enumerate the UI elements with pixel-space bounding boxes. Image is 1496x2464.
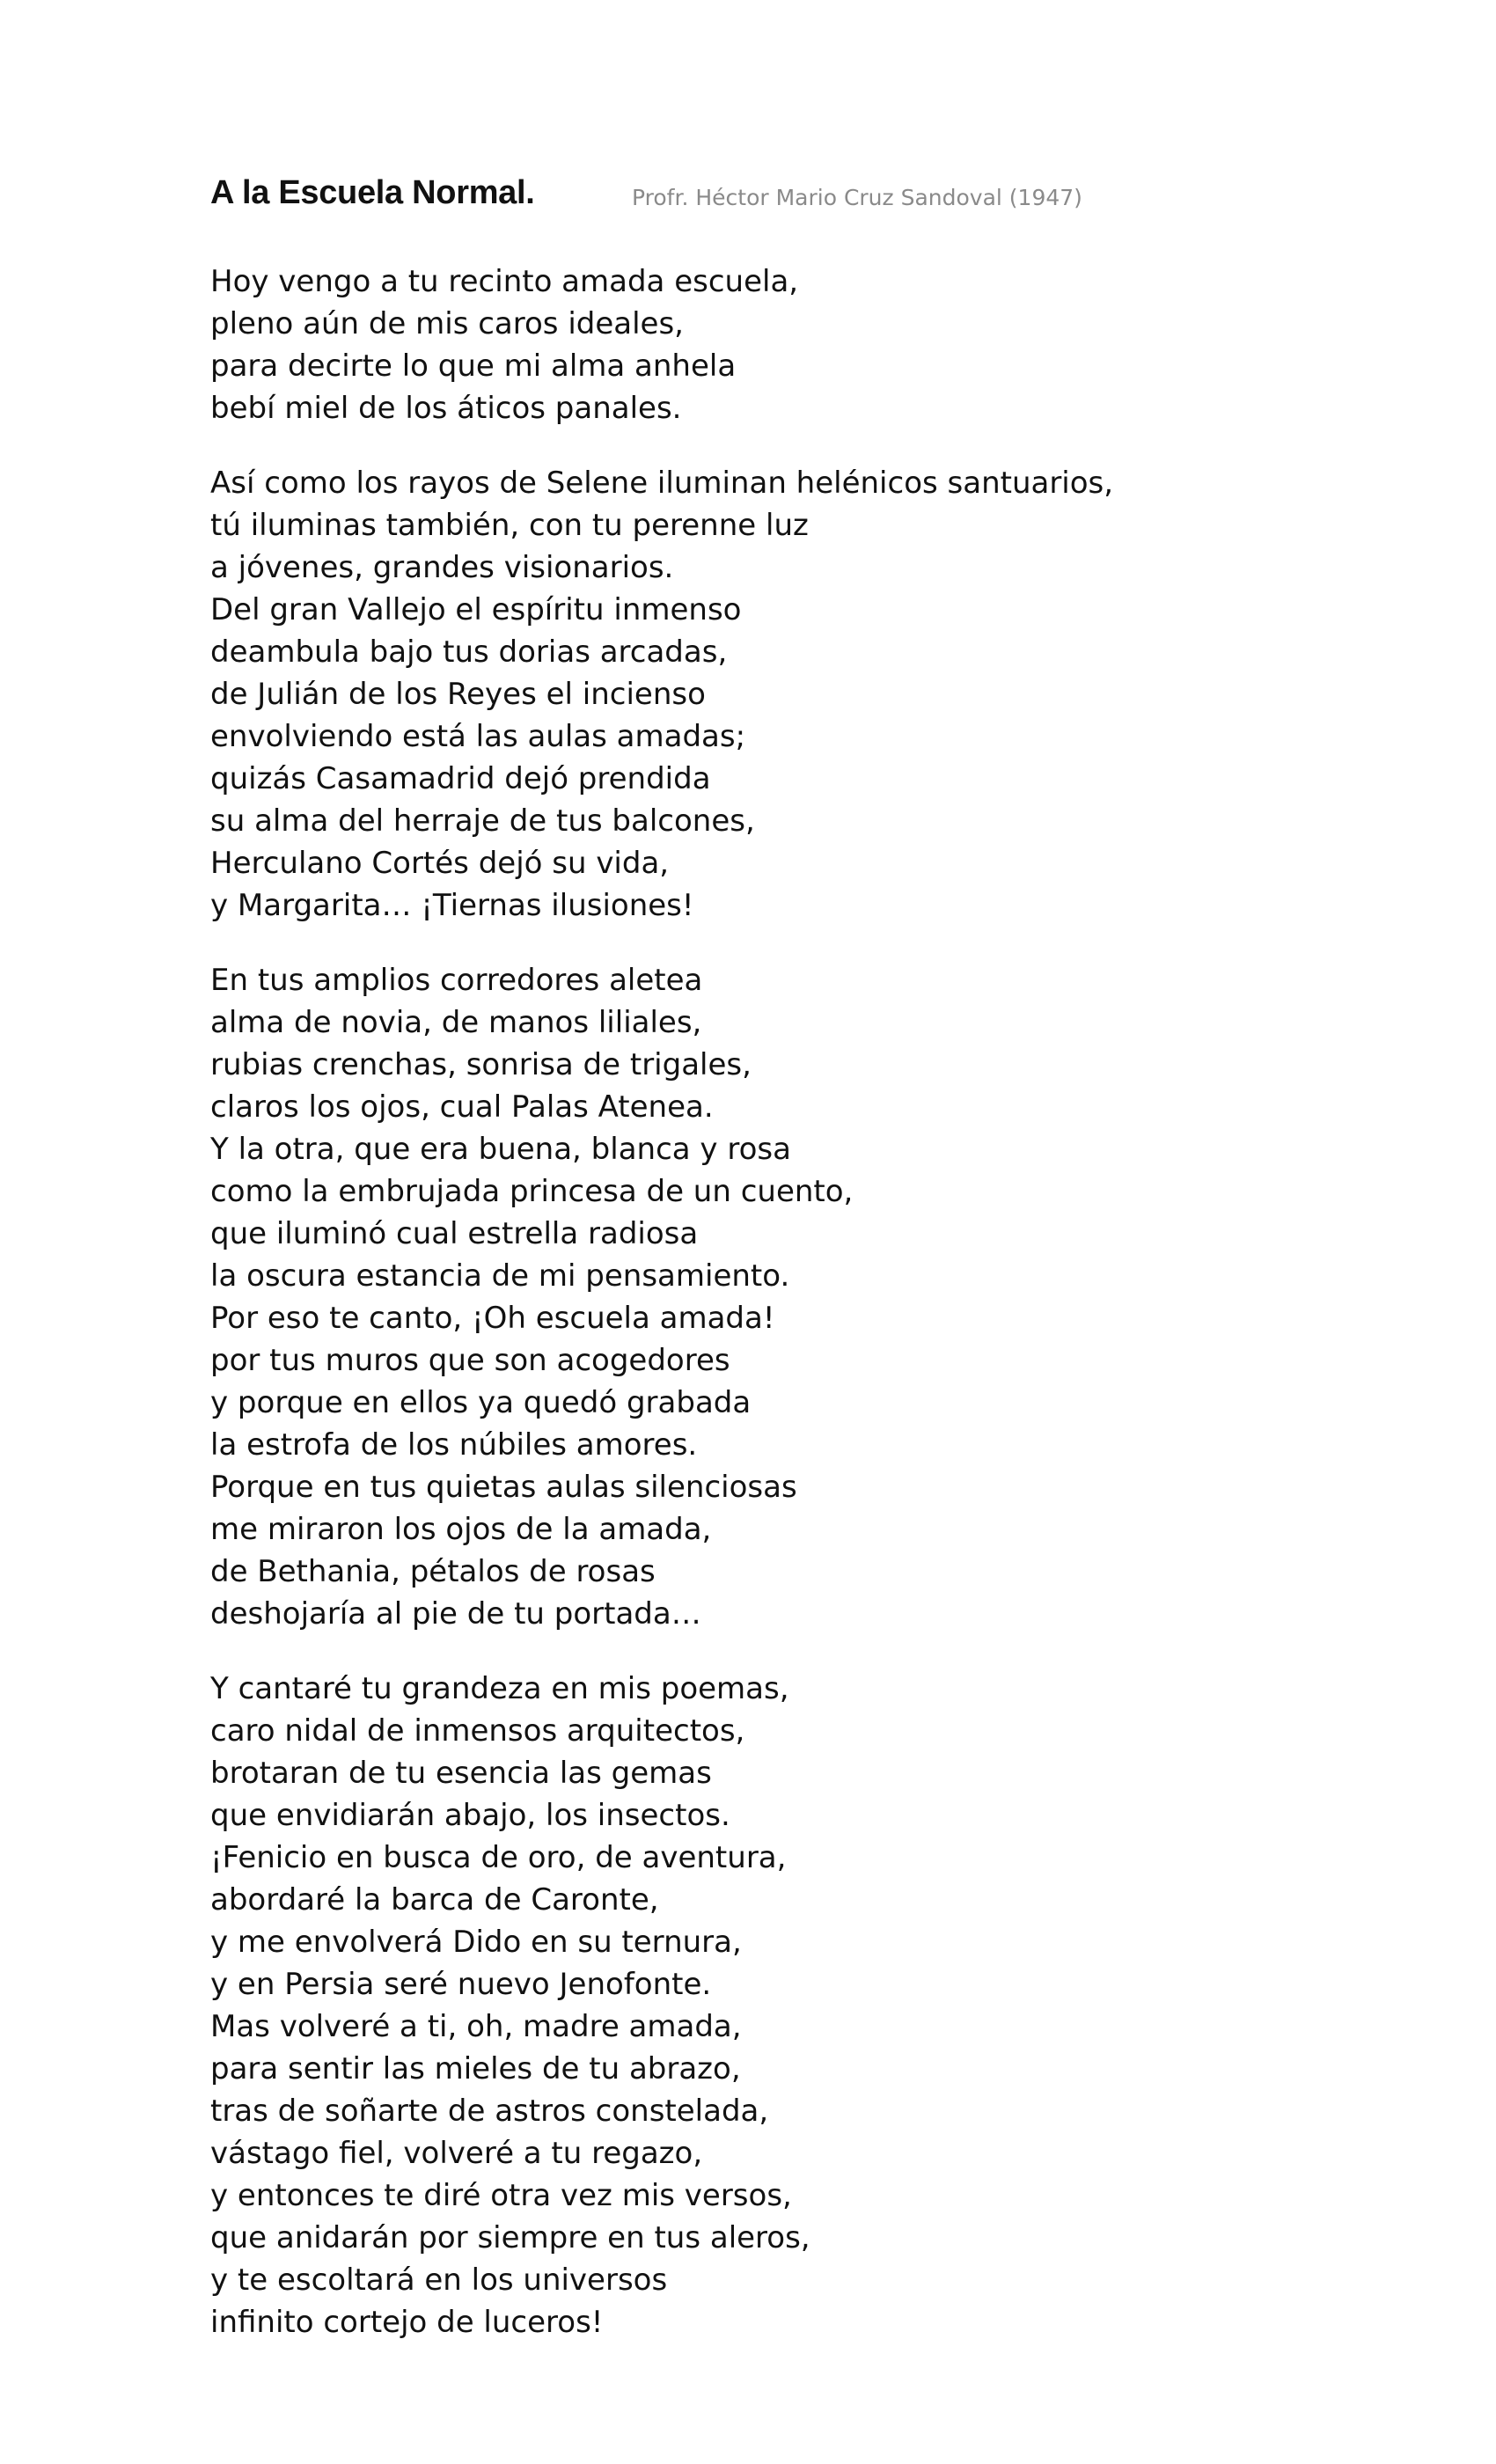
poem-line: que iluminó cual estrella radiosa <box>210 1216 699 1251</box>
poem-line: quizás Casamadrid dejó prendida <box>210 761 711 796</box>
poem-line: y porque en ellos ya quedó grabada <box>210 1385 752 1420</box>
stanza <box>210 462 1354 927</box>
poem-line: En tus amplios corredores aletea <box>210 963 703 998</box>
poem-line: por tus muros que son acogedores <box>210 1343 730 1378</box>
poem-body <box>210 260 1354 2376</box>
poem-line: rubias crenchas, sonrisa de trigales, <box>210 1047 752 1082</box>
poem-line: brotaran de tu esencia las gemas <box>210 1756 712 1791</box>
poem-line: deshojaría al pie de tu portada… <box>210 1596 701 1632</box>
poem-line: y entonces te diré otra vez mis versos, <box>210 2178 792 2213</box>
poem-line: deambula bajo tus dorias arcadas, <box>210 634 728 670</box>
poem-line: tú iluminas también, con tu perenne luz <box>210 508 809 543</box>
poem-line: como la embrujada princesa de un cuento, <box>210 1174 854 1209</box>
poem-line: me miraron los ojos de la amada, <box>210 1512 712 1547</box>
poem-line: Del gran Vallejo el espíritu inmenso <box>210 592 742 627</box>
poem-line: que envidiarán abajo, los insectos. <box>210 1798 730 1833</box>
poem-line: pleno aún de mis caros ideales, <box>210 306 684 341</box>
poem-line: Y la otra, que era buena, blanca y rosa <box>210 1132 791 1167</box>
poem-line: Y cantaré tu grandeza en mis poemas, <box>210 1671 789 1706</box>
stanza <box>210 260 1354 429</box>
stanza <box>210 1668 1354 2343</box>
poem-title: A la Escuela Normal. <box>210 174 535 211</box>
poem-line: Mas volveré a ti, oh, madre amada, <box>210 2009 742 2044</box>
poem-line: envolviendo está las aulas amadas; <box>210 719 746 754</box>
poem-line: abordaré la barca de Caronte, <box>210 1882 659 1918</box>
poem-line: y en Persia seré nuevo Jenofonte. <box>210 1967 712 2002</box>
poem-line: claros los ojos, cual Palas Atenea. <box>210 1089 714 1125</box>
poem-line: Porque en tus quietas aulas silenciosas <box>210 1470 797 1505</box>
poem-line: Herculano Cortés dejó su vida, <box>210 846 670 881</box>
poem-line: vástago fiel, volveré a tu regazo, <box>210 2136 703 2171</box>
poem-header <box>210 174 1082 212</box>
poem-line: la estrofa de los núbiles amores. <box>210 1427 698 1463</box>
stanza <box>210 959 1354 1635</box>
poem-line: para decirte lo que mi alma anhela <box>210 348 737 384</box>
poem-line: de Bethania, pétalos de rosas <box>210 1554 656 1589</box>
poem-line: y te escoltará en los universos <box>210 2262 668 2298</box>
poem-line: infinito cortejo de luceros! <box>210 2305 604 2340</box>
poem-line: alma de novia, de manos liliales, <box>210 1005 702 1040</box>
poem-line: Así como los rayos de Selene iluminan helénicos santuarios, <box>210 466 1114 501</box>
poem-line: para sentir las mieles de tu abrazo, <box>210 2051 741 2086</box>
poem-line: de Julián de los Reyes el incienso <box>210 677 706 712</box>
poem-line: la oscura estancia de mi pensamiento. <box>210 1258 790 1294</box>
poem-line: y Margarita… ¡Tiernas ilusiones! <box>210 888 694 923</box>
poem-line: caro nidal de inmensos arquitectos, <box>210 1713 745 1749</box>
poem-line: su alma del herraje de tus balcones, <box>210 803 755 839</box>
poem-author: Profr. Héctor Mario Cruz Sandoval (1947) <box>632 185 1082 210</box>
poem-line: a jóvenes, grandes visionarios. <box>210 550 674 585</box>
poem-line: tras de soñarte de astros constelada, <box>210 2094 769 2129</box>
poem-line: ¡Fenicio en busca de oro, de aventura, <box>210 1840 787 1875</box>
poem-line: Por eso te canto, ¡Oh escuela amada! <box>210 1301 775 1336</box>
poem-line: que anidarán por siempre en tus aleros, <box>210 2220 810 2255</box>
poem-line: y me envolverá Dido en su ternura, <box>210 1925 742 1960</box>
poem-line: bebí miel de los áticos panales. <box>210 391 682 426</box>
poem-line: Hoy vengo a tu recinto amada escuela, <box>210 264 799 299</box>
